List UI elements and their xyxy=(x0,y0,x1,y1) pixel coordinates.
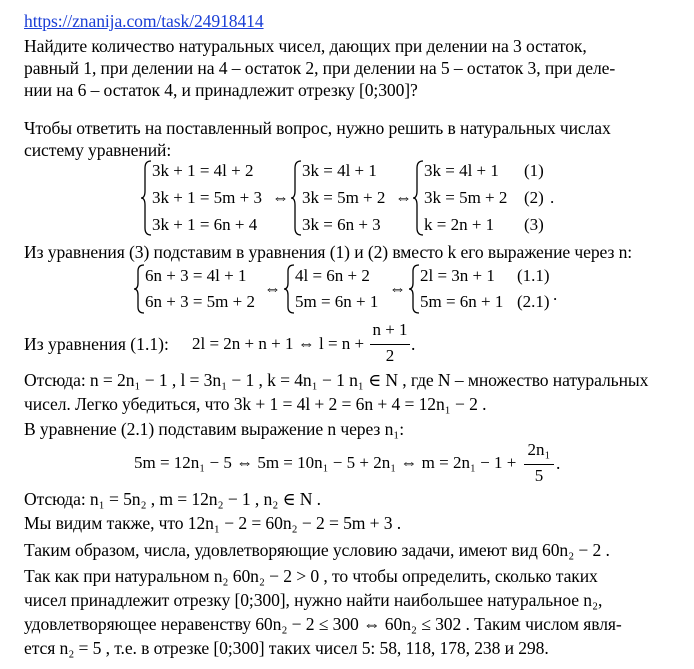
left-brace-icon xyxy=(290,160,302,236)
equation-system-1 xyxy=(140,158,560,238)
equivalence-sign: ⇔ xyxy=(272,188,289,207)
system1-eq: 3k = 4l + 1 xyxy=(424,161,499,180)
equivalence-sign: ⇔ xyxy=(395,188,412,207)
equation-tag: (2.1) xyxy=(517,292,550,311)
equation-tag: (3) xyxy=(524,215,544,234)
system1-eq: 3k = 5m + 2 xyxy=(424,188,508,207)
denominator: 5 xyxy=(534,466,544,485)
text-line: ется n₂ = 5 , т.е. в отрезке [0;300] таких чисел 5: 58, 118, 178, 238 и 298. xyxy=(24,638,549,658)
equivalence-sign: ⇔ xyxy=(264,279,281,298)
text-line: удовлетворяющее неравенству 60n₂ − 2 ≤ 300 ⇔ 60n₂ ≤ 302 . Таким числом явля- xyxy=(24,614,622,634)
fraction-bar xyxy=(524,464,554,465)
period: . xyxy=(556,453,561,473)
substitution-line: Из уравнения (3) подставим в уравнения (1) и (2) вместо k его выражение через n: xyxy=(24,242,633,262)
text-line: Мы видим также, что 12n₁ − 2 = 60n₂ − 2 = 5m + 3 . xyxy=(24,513,402,533)
system1-eq: 3k = 4l + 1 xyxy=(302,161,377,180)
system2-eq: 6n + 3 = 5m + 2 xyxy=(145,292,255,311)
system2-eq: 4l = 6n + 2 xyxy=(295,266,370,285)
equation-tag: (1) xyxy=(524,161,544,180)
denominator: 2 xyxy=(385,346,395,365)
source-link[interactable]: https://znanija.com/task/24918414 xyxy=(24,11,264,31)
substitution-line: В уравнение (2.1) подставим выражение n через n₁: xyxy=(24,419,405,439)
system1-eq: 3k + 1 = 4l + 2 xyxy=(152,161,254,180)
l-expression: 2l = 2n + n + 1 ⇔ l = n + xyxy=(192,334,365,353)
hence-line: Отсюда: n = 2n₁ − 1 , l = 3n₁ − 1 , k = 4n₁ − 1 n₁ ∈ N , где N – множество натуральных xyxy=(24,370,649,390)
problem-line: равный 1, при делении на 4 – остаток 2, при делении на 5 – остаток 3, при деле- xyxy=(24,58,616,78)
intro-line: Чтобы ответить на поставленный вопрос, нужно решить в натуральных числах xyxy=(24,118,611,138)
hence-line: чисел. Легко убедиться, что 3k + 1 = 4l + 2 = 6n + 4 = 12n₁ − 2 . xyxy=(24,394,487,414)
system1-eq: 3k + 1 = 6n + 4 xyxy=(152,215,258,234)
fraction xyxy=(370,320,410,370)
period: . xyxy=(553,285,558,304)
intro-line: систему уравнений: xyxy=(24,140,172,160)
equation-tag: (2) xyxy=(524,188,544,207)
fraction-bar xyxy=(370,344,410,345)
equation-tag: (1.1) xyxy=(517,266,550,285)
left-brace-icon xyxy=(133,264,145,314)
equivalence-sign: ⇔ xyxy=(389,279,406,298)
fraction xyxy=(524,440,554,490)
problem-line: нии на 6 – остаток 4, и принадлежит отрезку [0;300]? xyxy=(24,80,418,100)
text-line: Так как при натуральном n₂ 60n₂ − 2 > 0 , то чтобы определить, сколько таких xyxy=(24,566,598,586)
left-brace-icon xyxy=(283,264,295,314)
period: . xyxy=(550,188,555,207)
numerator: 2n₁ xyxy=(527,440,551,459)
numerator: n + 1 xyxy=(372,320,408,339)
problem-line: Найдите количество натуральных чисел, дающих при делении на 3 остаток, xyxy=(24,36,587,56)
text-line: чисел принадлежит отрезку [0;300], нужно найти наибольшее натуральное n₂, xyxy=(24,590,603,610)
period: . xyxy=(411,334,416,354)
system2-eq: 6n + 3 = 4l + 1 xyxy=(145,266,247,285)
system1-eq: 3k = 6n + 3 xyxy=(302,215,381,234)
left-brace-icon xyxy=(140,160,152,236)
system1-eq: 3k = 5m + 2 xyxy=(302,188,386,207)
left-brace-icon xyxy=(412,160,424,236)
text-line: Отсюда: n₁ = 5n₂ , m = 12n₂ − 1 , n₂ ∈ N . xyxy=(24,489,321,509)
system2-eq: 5m = 6n + 1 xyxy=(295,292,379,311)
system2-eq: 5m = 6n + 1 xyxy=(420,292,504,311)
text-line: Таким образом, числа, удовлетворяющие условию задачи, имеют вид 60n₂ − 2 . xyxy=(24,540,610,560)
equation-system-2 xyxy=(133,262,563,316)
m-expression: 5m = 12n₁ − 5 ⇔ 5m = 10n₁ − 5 + 2n₁ ⇔ m = 2n₁ − 1 + xyxy=(134,453,517,472)
system1-eq: 3k + 1 = 5m + 3 xyxy=(152,188,262,207)
system1-eq: k = 2n + 1 xyxy=(424,215,495,234)
from-eq-label: Из уравнения (1.1): xyxy=(24,334,169,354)
left-brace-icon xyxy=(408,264,420,314)
system2-eq: 2l = 3n + 1 xyxy=(420,266,495,285)
